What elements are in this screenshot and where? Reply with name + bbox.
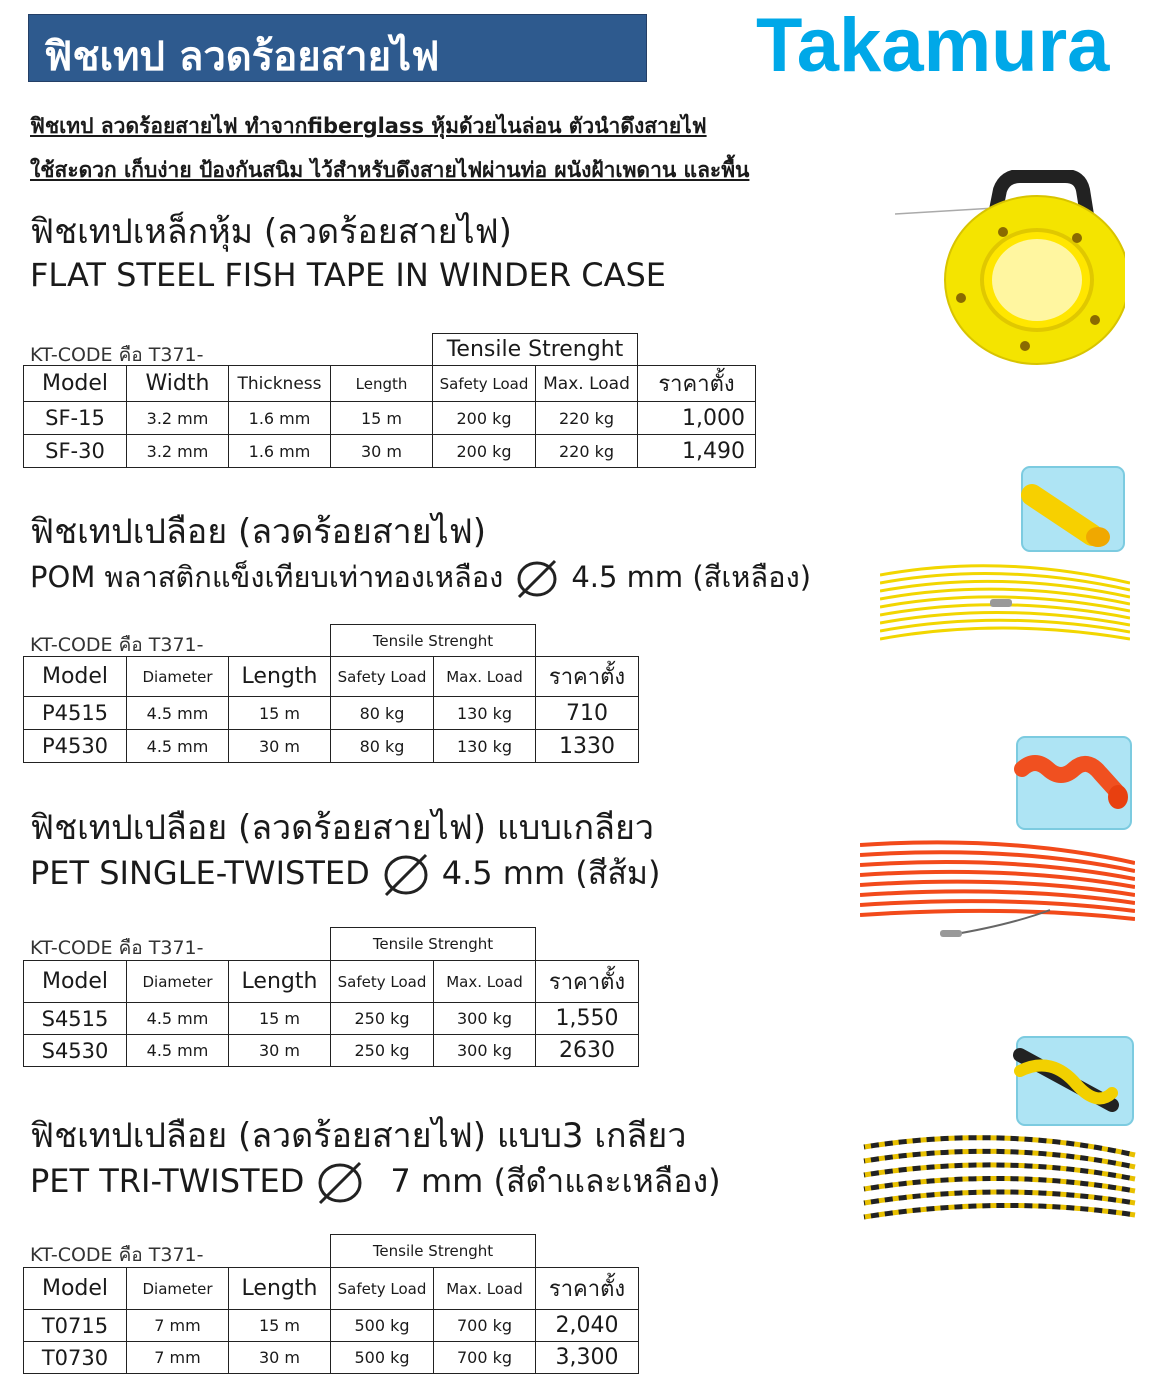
pet-tri-twisted-image (862, 1035, 1137, 1230)
max-load-cell: 300 kg (434, 1003, 536, 1035)
column-header: Max. Load (434, 961, 536, 1003)
column-header: ราคาตั้ง (536, 1268, 639, 1310)
safety-load-cell: 80 kg (331, 697, 434, 730)
section-2-subtitle-material: POM พลาสติกแข็งเทียบเท่าทองเหลือง (30, 560, 504, 594)
diameter-cell: 4.5 mm (127, 697, 229, 730)
section-3-title-th: ฟิชเทปเปลือย (ลวดร้อยสายไฟ) แบบเกลียว (30, 808, 654, 848)
table-row (24, 730, 639, 763)
column-header: ราคาตั้ง (536, 961, 639, 1003)
length-cell: 15 m (331, 402, 433, 435)
max-load-cell: 300 kg (434, 1035, 536, 1067)
section-3-subtitle-material: PET SINGLE-TWISTED (30, 854, 370, 892)
safety-load-cell: 500 kg (331, 1342, 434, 1374)
section-3-table (23, 927, 639, 1067)
price-cell: 2,040 (536, 1310, 639, 1342)
intro-line-2: ใช้สะดวก เก็บง่าย ป้องกันสนิม ไว้สำหรับดึงสายไฟผ่านท่อ ผนังฝ้าเพดาน และพื้น (30, 158, 750, 182)
max-load-cell: 220 kg (536, 402, 638, 435)
column-header: Safety Load (433, 366, 536, 402)
page-title: ฟิชเทป ลวดร้อยสายไฟ (44, 34, 440, 80)
title-banner (28, 14, 647, 82)
section-2-kt-code: KT-CODE คือ T371- (30, 634, 204, 656)
column-header: Model (24, 366, 127, 402)
model-cell: S4515 (24, 1003, 127, 1035)
price-cell: 1,550 (536, 1003, 639, 1035)
model-cell: P4515 (24, 697, 127, 730)
section-4-subtitle-size: 7 mm (สีดำและเหลือง) (390, 1162, 721, 1200)
max-load-cell: 700 kg (434, 1310, 536, 1342)
table-row (24, 697, 639, 730)
length-cell: 15 m (229, 1310, 331, 1342)
column-header: Max. Load (434, 1268, 536, 1310)
column-header: Model (24, 657, 127, 697)
section-4-kt-code: KT-CODE คือ T371- (30, 1244, 204, 1266)
safety-load-cell: 250 kg (331, 1003, 434, 1035)
section-1-title-en: FLAT STEEL FISH TAPE IN WINDER CASE (30, 256, 667, 294)
section-4-subtitle-material: PET TRI-TWISTED (30, 1162, 305, 1200)
section-1-title-th: ฟิชเทปเหล็กหุ้ม (ลวดร้อยสายไฟ) (30, 212, 512, 252)
safety-load-cell: 80 kg (331, 730, 434, 763)
column-header: Thickness (229, 366, 331, 402)
column-header: Diameter (127, 961, 229, 1003)
tensile-header: Tensile Strenght (331, 928, 536, 961)
section-1-table (23, 333, 756, 468)
tensile-header: Tensile Strenght (331, 625, 536, 657)
width-cell: 3.2 mm (127, 402, 229, 435)
diameter-icon (314, 1161, 366, 1205)
table-row (24, 435, 756, 468)
thickness-cell: 1.6 mm (229, 435, 331, 468)
length-cell: 15 m (229, 697, 331, 730)
column-header: Length (229, 961, 331, 1003)
price-cell: 2630 (536, 1035, 639, 1067)
diameter-cell: 7 mm (127, 1310, 229, 1342)
fish-tape-reel-image (895, 170, 1125, 370)
section-4-table (23, 1234, 639, 1374)
column-header: Model (24, 1268, 127, 1310)
brand-logo: Takamura (756, 3, 1110, 88)
table-row (24, 402, 756, 435)
width-cell: 3.2 mm (127, 435, 229, 468)
diameter-cell: 7 mm (127, 1342, 229, 1374)
length-cell: 15 m (229, 1003, 331, 1035)
length-cell: 30 m (229, 1342, 331, 1374)
model-cell: T0730 (24, 1342, 127, 1374)
diameter-cell: 4.5 mm (127, 1035, 229, 1067)
section-3-kt-code: KT-CODE คือ T371- (30, 937, 204, 959)
model-cell: SF-15 (24, 402, 127, 435)
diameter-icon (380, 853, 432, 897)
table-row (24, 1342, 639, 1374)
safety-load-cell: 500 kg (331, 1310, 434, 1342)
column-header: Max. Load (434, 657, 536, 697)
section-1-kt-code: KT-CODE คือ T371- (30, 344, 204, 366)
price-cell: 3,300 (536, 1342, 639, 1374)
column-header: ราคาตั้ง (638, 366, 756, 402)
diameter-icon (513, 559, 561, 599)
column-header: Model (24, 961, 127, 1003)
column-header: Width (127, 366, 229, 402)
column-header: Length (331, 366, 433, 402)
intro-line-1: ฟิชเทป ลวดร้อยสายไฟ ทำจากfiberglass หุ้มด้วยไนล่อน ตัวนำดึงสายไฟ (30, 114, 707, 138)
column-header: Length (229, 1268, 331, 1310)
tensile-header: Tensile Strenght (433, 334, 638, 366)
max-load-cell: 220 kg (536, 435, 638, 468)
price-cell: 1,000 (638, 402, 756, 435)
table-row (24, 1310, 639, 1342)
diameter-cell: 4.5 mm (127, 730, 229, 763)
column-header: Diameter (127, 1268, 229, 1310)
price-cell: 1,490 (638, 435, 756, 468)
table-row (24, 1035, 639, 1067)
safety-load-cell: 200 kg (433, 435, 536, 468)
max-load-cell: 700 kg (434, 1342, 536, 1374)
section-2-subtitle (30, 554, 811, 600)
section-3-subtitle-size: 4.5 mm (สีส้ม) (441, 854, 661, 892)
section-4-title-th: ฟิชเทปเปลือย (ลวดร้อยสายไฟ) แบบ3 เกลียว (30, 1116, 687, 1156)
price-cell: 1330 (536, 730, 639, 763)
column-header: Safety Load (331, 1268, 434, 1310)
section-2-table (23, 624, 639, 763)
price-cell: 710 (536, 697, 639, 730)
pom-fish-tape-image (880, 465, 1130, 650)
diameter-cell: 4.5 mm (127, 1003, 229, 1035)
model-cell: SF-30 (24, 435, 127, 468)
safety-load-cell: 250 kg (331, 1035, 434, 1067)
column-header: Max. Load (536, 366, 638, 402)
safety-load-cell: 200 kg (433, 402, 536, 435)
thickness-cell: 1.6 mm (229, 402, 331, 435)
section-3-subtitle (30, 848, 660, 899)
length-cell: 30 m (229, 1035, 331, 1067)
column-header: ราคาตั้ง (536, 657, 639, 697)
column-header: Safety Load (331, 657, 434, 697)
section-2-title-th: ฟิชเทปเปลือย (ลวดร้อยสายไฟ) (30, 512, 487, 552)
column-header: Diameter (127, 657, 229, 697)
length-cell: 30 m (229, 730, 331, 763)
model-cell: S4530 (24, 1035, 127, 1067)
section-4-subtitle (30, 1156, 721, 1207)
section-2-subtitle-size: 4.5 mm (สีเหลือง) (571, 560, 812, 594)
max-load-cell: 130 kg (434, 697, 536, 730)
length-cell: 30 m (331, 435, 433, 468)
model-cell: P4530 (24, 730, 127, 763)
tensile-header: Tensile Strenght (331, 1235, 536, 1268)
max-load-cell: 130 kg (434, 730, 536, 763)
table-row (24, 1003, 639, 1035)
pet-single-twisted-image (860, 735, 1135, 950)
column-header: Safety Load (331, 961, 434, 1003)
column-header: Length (229, 657, 331, 697)
model-cell: T0715 (24, 1310, 127, 1342)
